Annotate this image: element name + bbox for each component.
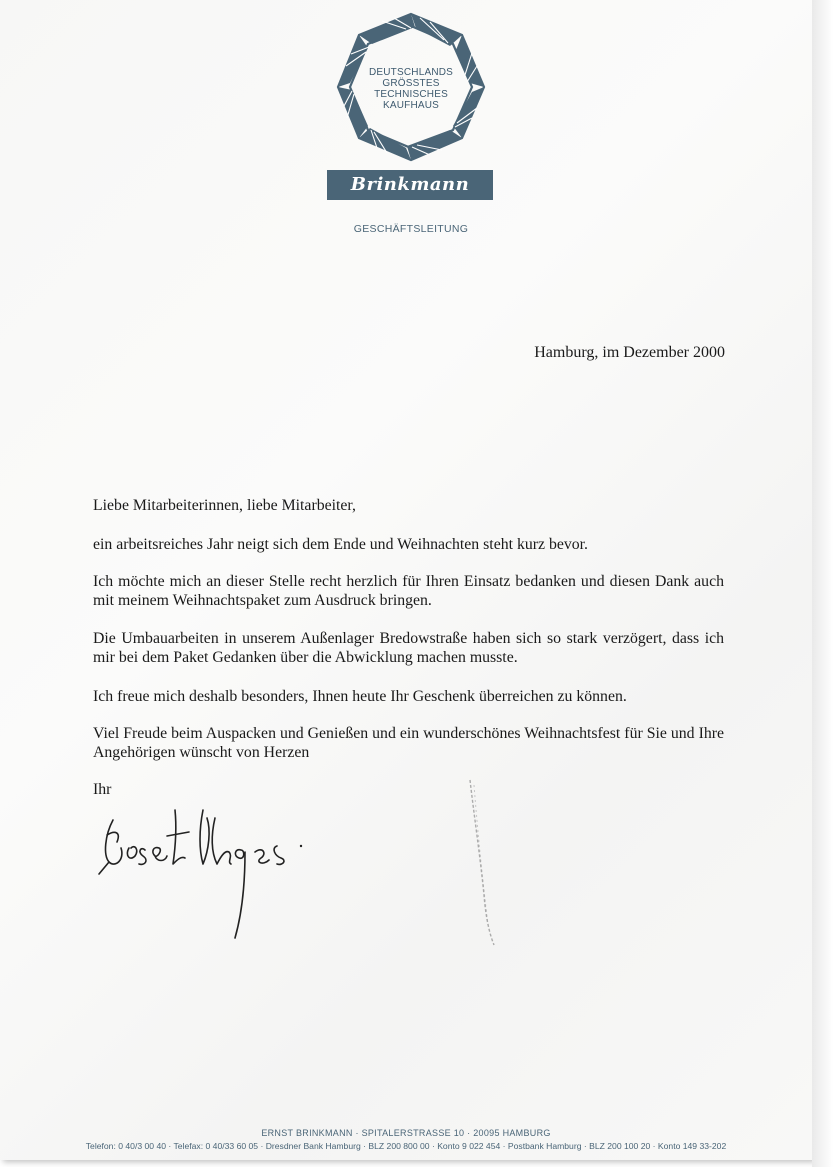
paragraph: Viel Freude beim Auspacken und Genießen und ein wunderschönes Weihnachtsfest für Sie und Ihre Angehörigen wünscht von Herzen (93, 725, 724, 761)
salutation: Liebe Mitarbeiterinnen, liebe Mitarbeiter, (93, 497, 356, 514)
closing: Ihr (93, 781, 112, 798)
logo-line: KAUFHAUS (382, 100, 440, 111)
paragraph: Ich freue mich deshalb besonders, Ihnen heute Ihr Geschenk überreichen zu können. (93, 688, 627, 705)
department-label: GESCHÄFTSLEITUNG (353, 223, 469, 235)
company-logo (332, 8, 490, 166)
logo-tagline (332, 67, 490, 111)
date-line: Hamburg, im Dezember 2000 (534, 344, 725, 361)
brand-wordmark: Brinkmann (327, 170, 493, 200)
paragraph: Die Umbauarbeiten in unserem Außenlager Bredowstraße haben sich so stark verzögert, dass ich mir bei dem Paket Gedanken über die Abwicklung machen musste. (93, 630, 724, 666)
logo-line: TECHNISCHES (374, 89, 448, 100)
paragraph: Ich möchte mich an dieser Stelle recht herzlich für Ihren Einsatz bedanken und diesen Dank auch mit meinem Weihnachtspaket zum Ausdruck bringen. (93, 573, 724, 609)
paragraph: ein arbeitsreiches Jahr neigt sich dem Ende und Weihnachten steht kurz bevor. (93, 536, 589, 553)
letter-footer (0, 1128, 812, 1151)
handwritten-signature (95, 790, 325, 945)
footer-address: ERNST BRINKMANN · SPITALERSTRASSE 10 · 20095 HAMBURG (261, 1128, 551, 1138)
logo-line: GRÖSSTES (382, 78, 440, 89)
logo-line: DEUTSCHLANDS (368, 67, 454, 78)
scan-background (812, 0, 833, 1167)
paper-smudge (462, 775, 502, 950)
footer-contact: Telefon: 0 40/3 00 40 · Telefax: 0 40/33 60 05 · Dresdner Bank Hamburg · BLZ 200 800 00 · Konto 9 022 454 · Postbank Hamburg · BLZ 200 100 20 · Konto 149 33-202 (85, 1141, 727, 1151)
